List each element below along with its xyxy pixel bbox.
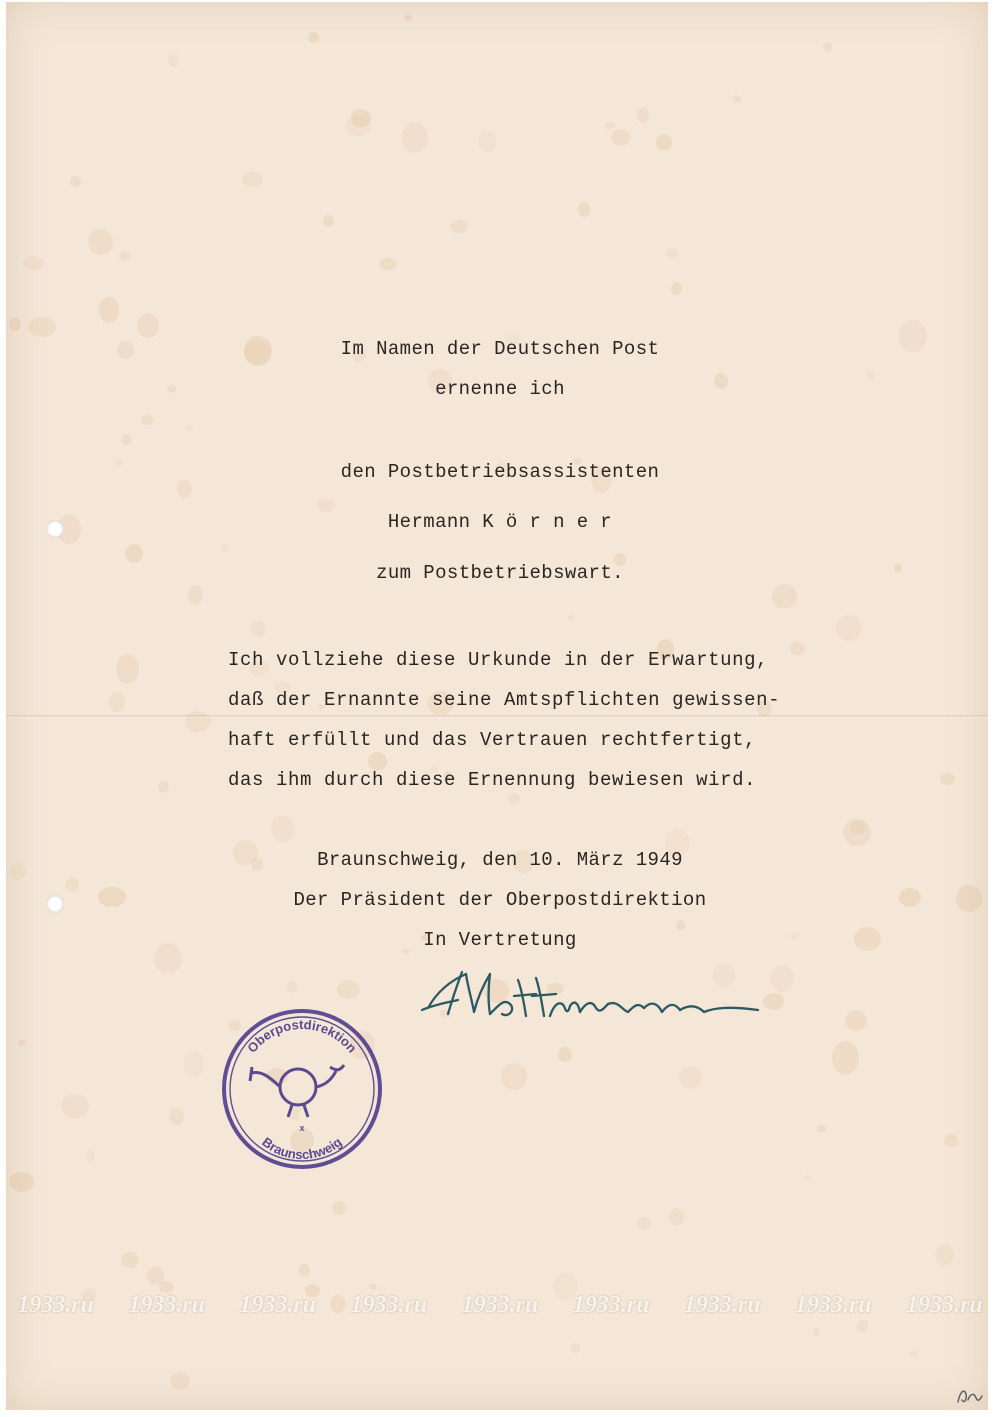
stamp-top-text: Oberpostdirektion xyxy=(244,1016,360,1056)
watermark-text: 1933.ru xyxy=(350,1292,428,1318)
stain-spot xyxy=(170,1372,191,1390)
stain-spot xyxy=(605,122,615,129)
stain-spot xyxy=(669,1208,683,1226)
post-horn-icon xyxy=(250,1065,344,1117)
stain-spot xyxy=(944,1134,958,1146)
stain-spot xyxy=(158,781,169,793)
stain-spot xyxy=(317,499,335,512)
stain-spot xyxy=(287,981,297,993)
stain-spot xyxy=(813,1328,821,1336)
stain-spot xyxy=(501,1063,527,1090)
stain-spot xyxy=(571,1343,580,1353)
stain-spot xyxy=(185,425,193,431)
stain-spot xyxy=(558,1047,572,1062)
watermark-strip xyxy=(0,1292,1000,1320)
stain-spot xyxy=(121,434,131,445)
place-date-line: Braunschweig, den 10. März 1949 xyxy=(317,849,683,871)
stain-spot xyxy=(733,95,741,103)
stain-spot xyxy=(637,1217,651,1230)
stain-spot xyxy=(147,1267,164,1285)
stain-spot xyxy=(369,1284,377,1290)
stain-spot xyxy=(323,215,334,226)
svg-text:x: x xyxy=(299,1123,305,1133)
stain-spot xyxy=(18,1040,26,1046)
handwritten-signature xyxy=(418,960,778,1040)
heading-line-2: ernenne ich xyxy=(435,378,565,400)
stain-spot xyxy=(250,621,265,637)
stain-spot xyxy=(845,1010,867,1031)
appointee-name-line: Hermann K ö r n e r xyxy=(387,511,613,533)
stain-spot xyxy=(9,1172,34,1192)
stain-spot xyxy=(242,172,264,187)
stain-spot xyxy=(308,32,318,43)
stain-spot xyxy=(337,980,360,999)
stain-spot xyxy=(772,584,797,609)
stain-spot xyxy=(28,317,56,337)
stain-spot xyxy=(835,615,861,641)
stain-spot xyxy=(168,54,179,67)
fold-crease xyxy=(6,715,988,718)
stain-spot xyxy=(188,585,204,605)
stain-spot xyxy=(404,14,412,22)
stamp-bottom-text: Braunschweig xyxy=(259,1134,345,1163)
stain-spot xyxy=(9,318,21,331)
stain-spot xyxy=(177,480,192,498)
stain-spot xyxy=(671,282,682,295)
stain-spot xyxy=(790,642,805,655)
signatory-title-line: Der Präsident der Oberpostdirektion xyxy=(293,889,707,911)
stain-spot xyxy=(656,134,672,151)
stain-spot xyxy=(70,176,81,187)
stain-spot xyxy=(843,819,871,846)
watermark-text: 1933.ru xyxy=(239,1292,317,1318)
watermark-text: 1933.ru xyxy=(906,1292,983,1318)
watermark-text: 1933.ru xyxy=(572,1292,650,1318)
stain-spot xyxy=(299,1264,310,1277)
stain-spot xyxy=(940,773,956,785)
stain-spot xyxy=(141,415,153,425)
stain-spot xyxy=(99,297,120,323)
watermark-text: 1933.ru xyxy=(794,1292,872,1318)
stain-spot xyxy=(109,692,125,712)
stain-spot xyxy=(169,1108,183,1125)
stain-spot xyxy=(220,544,228,552)
stain-spot xyxy=(88,229,114,256)
stain-spot xyxy=(345,116,372,136)
stain-spot xyxy=(935,1244,954,1266)
stain-spot xyxy=(183,1051,204,1077)
stain-spot xyxy=(666,248,679,258)
stain-spot xyxy=(804,1174,810,1181)
stain-spot xyxy=(23,256,43,270)
body-line-3: haft erfüllt und das Vertrauen rechtfertigt, xyxy=(228,729,757,751)
stain-spot xyxy=(578,201,591,217)
official-stamp xyxy=(218,1005,386,1173)
stain-spot xyxy=(185,711,211,732)
body-line-2: daß der Ernannte seine Amtspflichten gewissen- xyxy=(228,689,781,711)
appointee-new-rank-line: zum Postbetriebswart. xyxy=(376,562,624,584)
stain-spot xyxy=(478,131,497,152)
stain-spot xyxy=(125,544,143,563)
stain-spot xyxy=(119,251,131,261)
stain-spot xyxy=(86,1150,95,1162)
stain-spot xyxy=(450,220,468,233)
stain-spot xyxy=(857,1320,868,1332)
appointee-rank-line: den Postbetriebsassistenten xyxy=(340,461,660,483)
corner-initials-mark xyxy=(954,1384,984,1408)
body-line-4: das ihm durch diese Ernennung bewiesen wird. xyxy=(228,769,757,791)
stain-spot xyxy=(61,1094,89,1118)
watermark-text: 1933.ru xyxy=(17,1292,94,1318)
stain-spot xyxy=(332,1201,346,1215)
stain-spot xyxy=(823,42,832,52)
stain-spot xyxy=(568,615,574,621)
stain-spot xyxy=(271,816,294,842)
watermark-text: 1933.ru xyxy=(461,1292,539,1318)
in-representation-line: In Vertretung xyxy=(423,929,577,951)
stain-spot xyxy=(679,1066,702,1088)
heading-line-1: Im Namen der Deutschen Post xyxy=(340,338,660,360)
watermark-text: 1933.ru xyxy=(683,1292,761,1318)
stain-spot xyxy=(402,122,429,154)
stain-spot xyxy=(121,1252,139,1269)
stain-spot xyxy=(137,313,160,338)
stain-spot xyxy=(817,1125,826,1132)
stain-spot xyxy=(507,793,520,804)
stain-spot xyxy=(116,654,139,684)
svg-text:Braunschweig xyxy=(259,1134,344,1162)
stain-spot xyxy=(908,1350,918,1357)
watermark-text: 1933.ru xyxy=(128,1292,205,1318)
body-line-1: Ich vollziehe diese Urkunde in der Erwartung, xyxy=(228,649,769,671)
stain-spot xyxy=(379,258,396,270)
stain-spot xyxy=(832,1041,859,1075)
stain-spot xyxy=(637,108,649,122)
stain-spot xyxy=(611,129,630,146)
